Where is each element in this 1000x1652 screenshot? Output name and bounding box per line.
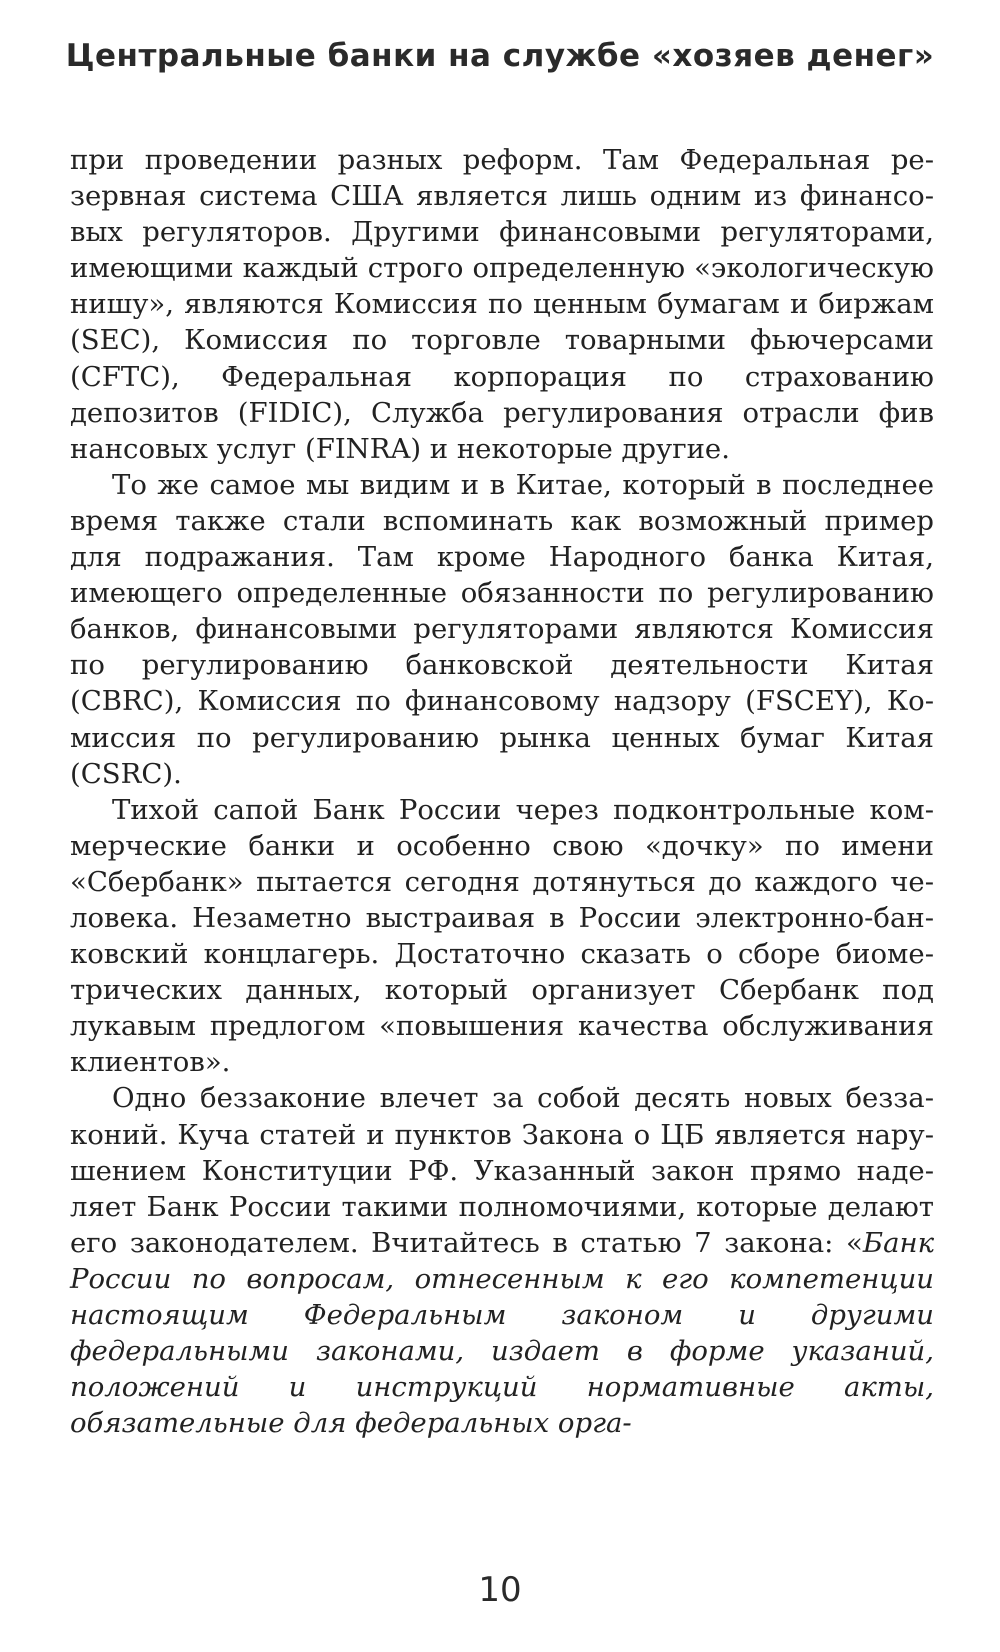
body-text	[70, 142, 934, 1441]
page-number: 10	[478, 1570, 522, 1610]
paragraph-1: при проведении разных реформ. Там Федеральная резервная система США является лишь одним из финансовых регуляторов. Другими финансовыми регуляторами, имеющими каждый строго определенную «экологическую нишу», являются Комиссия по ценным бумагам и биржам (SEC), Комиссия по торговле товарными фьючерсами (CFTC), Федеральная корпорация по страхованию депозитов (FIDIC), Служба регулирования отрасли фив нансовых услуг (FINRA) и некоторые другие.	[70, 144, 934, 465]
paragraph-4	[70, 1080, 934, 1441]
paragraph-2: То же самое мы видим и в Китае, который в последнее время также стали вспоминать как возможный пример для подражания. Там кроме Народного банка Китая, имеющего определенные обязанности по регулированию банков, финансовыми регуляторами являются Комиссия по регулированию банковской деятельности Китая (CBRC), Комиссия по финансовому надзору (FSCEY), Комиссия по регулированию рынка ценных бумаг Китая (CSRC).	[70, 468, 934, 790]
running-head: Центральные банки на службе «хозяев денег»	[65, 38, 935, 74]
paragraph-4-lead: Одно беззаконие влечет за собой десять новых беззаконий. Куча статей и пунктов Закона о ЦБ является нарушением Конституции РФ. Указанный закон прямо наделяет Банк России такими полномочиями, которые делают его законодателем. Вчитайтесь в статью 7 закона: «	[70, 1082, 934, 1259]
paragraph-3: Тихой сапой Банк России через подконтрольные коммерческие банки и особенно свою «дочку» по имени «Сбербанк» пытается сегодня дотянуться до каждого человека. Незаметно выстраивая в России электронно-банковский концлагерь. Достаточно сказать о сборе биометрических данных, который организует Сбербанк под лукавым предлогом «повышения качества обслуживания клиентов».	[70, 793, 934, 1079]
law-quote: Банк России по вопросам, отнесенным к его компетенции настоящим Федеральным законом и другими федеральными законами, издает в форме указаний, положений и инструкций нормативные акты, обязательные для федеральных орга-	[70, 1226, 934, 1440]
